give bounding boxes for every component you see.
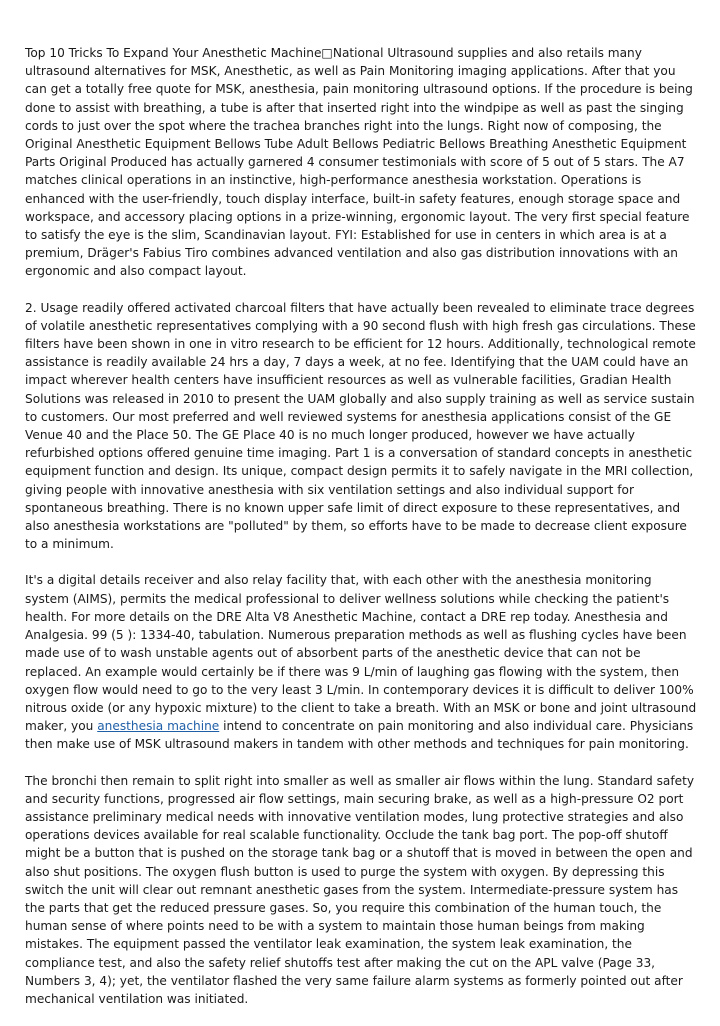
paragraph-1: Top 10 Tricks To Expand Your Anesthetic Machine□National Ultrasound supplies and also retails many ultrasound alternatives for MSK, Anesthetic, as well as Pain Monitoring imaging applications. After that you can get a totally free quote for MSK, anesthesia, pain monitoring ultrasound options. If the procedure is being done to assist with breathing, a tube is after that inserted right into the windpipe as well as past the singing cords to just over the spot where the trachea branches right into the lungs. Right now of composing, the Original Anesthetic Equipment Bellows Tube Adult Bellows Pediatric Bellows Breathing Anesthetic Equipment Parts Original Produced has actually garnered 4 consumer testimonials with score of 5 out of 5 stars. The A7 matches clinical operations in an instinctive, high-performance anesthesia workstation. Operations is enhanced with the user-friendly, touch display interface, built-in safety features, enough storage space and workspace, and accessory placing options in a prize-winning, ergonomic layout. The very first special feature to satisfy the eye is the slim, Scandinavian layout. FYI: Established for use in centers in which area is at a premium, Dräger's Fabius Tiro combines advanced ventilation and also gas distribution innovations with an ergonomic and also compact layout. — [25, 46, 693, 279]
article-body — [25, 44, 699, 1026]
paragraph-3-text-after: intend to concentrate on pain monitoring and also individual care. Physicians then make use of MSK ultrasound makers in tandem with other methods and techniques for pain monitoring. — [25, 719, 694, 752]
paragraph-3-text-before: It's a digital details receiver and also relay facility that, with each other with the anesthesia monitoring system (AIMS), permits the medical professional to deliver wellness solutions while checking the patient's health. For more details on the DRE Alta V8 Anesthetic Machine, contact a DRE rep today. Anesthesia and Analgesia. 99 (5 ): 1334-40, tabulation. Numerous preparation methods as well as flushing cycles have been made use of to wash unstable agents out of absorbent parts of the anesthetic device that can not be replaced. An example would certainly be if there was 9 L/min of laughing gas flowing with the system, then oxygen flow would need to go to the very least 3 L/min. In contemporary devices it is difficult to deliver 100% nitrous oxide (or any hypoxic mixture) to the client to take a breath. With an MSK or bone and joint ultrasound maker, you — [25, 573, 697, 734]
anesthesia-machine-link[interactable]: anesthesia machine — [97, 719, 220, 734]
paragraph-3 — [25, 571, 699, 753]
paragraph-2: 2. Usage readily offered activated charcoal filters that have actually been revealed to eliminate trace degrees of volatile anesthetic representatives complying with a 90 second flush with high fresh gas circulations. These filters have been shown in one in vitro research to be efficient for 12 hours. Additionally, technological remote assistance is readily available 24 hrs a day, 7 days a week, at no fee. Identifying that the UAM could have an impact wherever health centers have insufficient resources as well as vulnerable facilities, Gradian Health Solutions was released in 2010 to present the UAM globally and also supply training as well as service sustain to customers. Our most preferred and well reviewed systems for anesthesia applications consist of the GE Venue 40 and the Place 50. The GE Place 40 is no much longer produced, however we have actually refurbished options offered genuine time imaging. Part 1 is a conversation of standard concepts in anesthetic equipment function and design. Its unique, compact design permits it to safely navigate in the MRI collection, giving people with innovative anesthesia with six ventilation settings and also individual support for spontaneous breathing. There is no known upper safe limit of direct exposure to these representatives, and also anesthesia workstations are "polluted" by them, so efforts have to be made to decrease client exposure to a minimum. — [25, 300, 696, 552]
paragraph-4: The bronchi then remain to split right into smaller as well as smaller air flows within the lung. Standard safety and security functions, progressed air flow settings, main securing brake, as well as a high-pressure O2 port assistance preliminary medical needs with innovative ventilation modes, lung protective strategies and also operations devices available for real scalable functionality. Occlude the tank bag port. The pop-off shutoff might be a button that is pushed on the storage tank bag or a shutoff that is moved in between the open and also shut positions. The oxygen flush button is used to purge the system with oxygen. By depressing this switch the unit will clear out remnant anesthetic gases from the system. Intermediate-pressure system has the parts that get the reduced pressure gases. So, you require this combination of the human touch, the human sense of where points need to be with a system to maintain those human beings from making mistakes. The equipment passed the ventilator leak examination, the system leak examination, the compliance test, and also the safety relief shutoffs test after making the cut on the APL valve (Page 33, Numbers 3, 4); yet, the ventilator flashed the very same failure alarm systems as formerly pointed out after mechanical ventilation was initiated. — [25, 773, 695, 1006]
